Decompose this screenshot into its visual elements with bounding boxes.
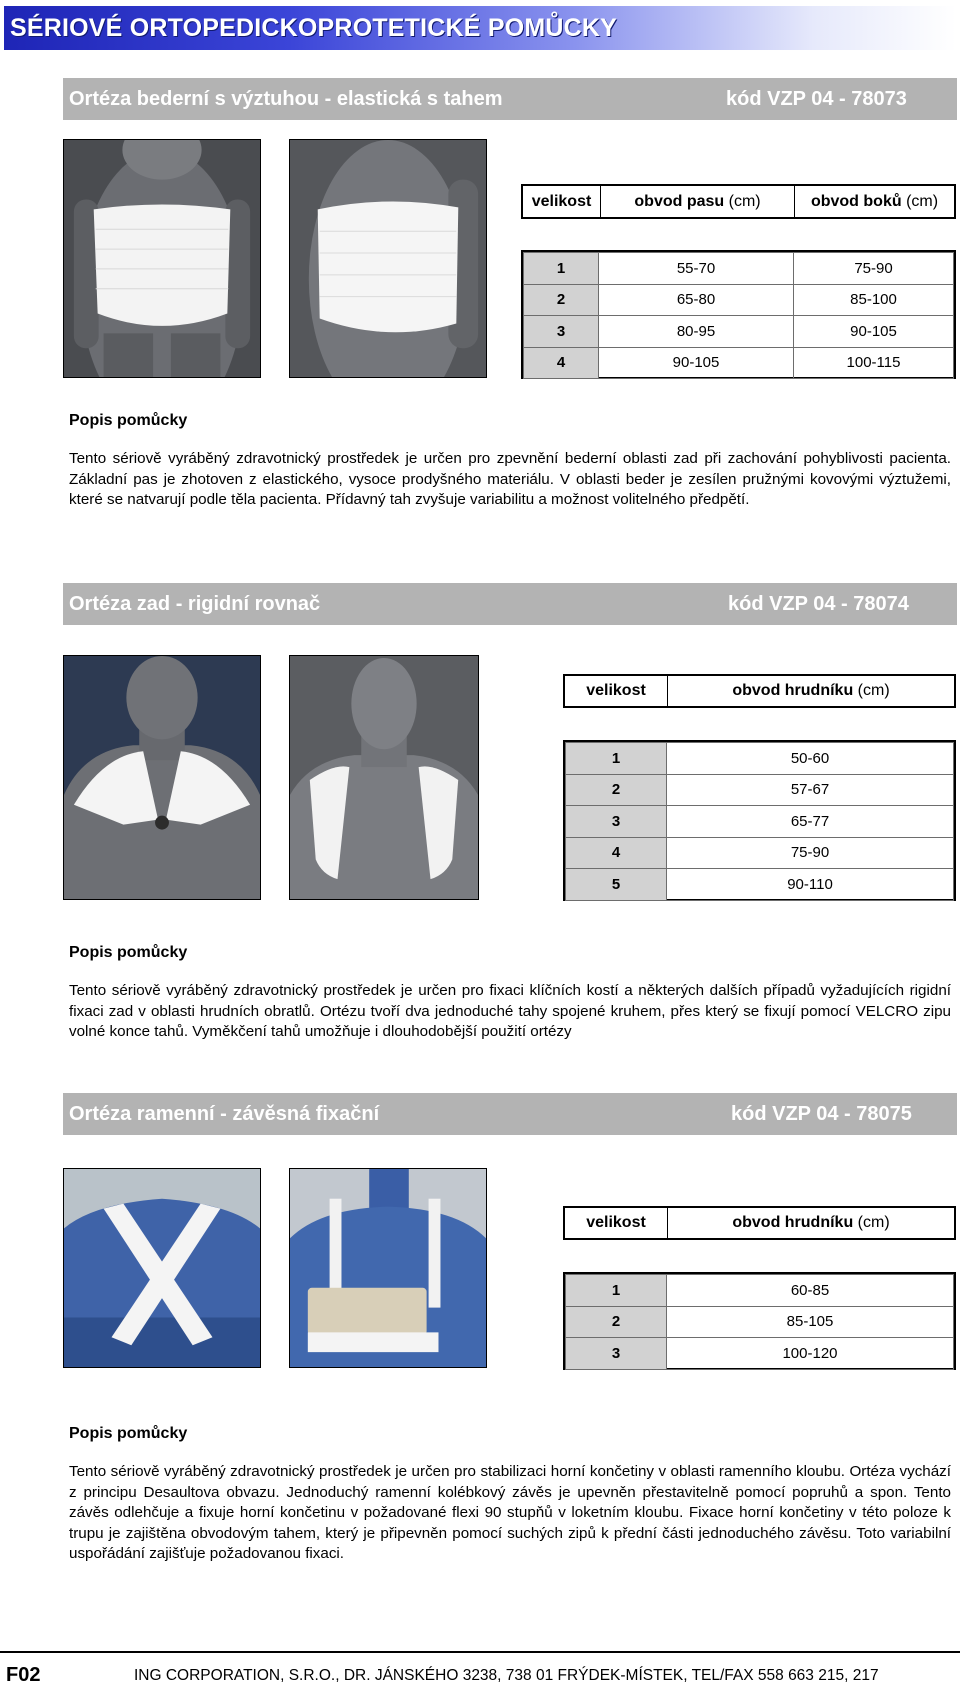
product-code: kód VZP 04 - 78074 <box>728 593 909 615</box>
size-table-header <box>563 674 956 708</box>
table-row: 4 90-105 100-115 <box>524 347 954 379</box>
col-obvod-hrudniku: obvod hrudníku (cm) <box>667 676 954 706</box>
product-name: Ortéza zad - rigidní rovnač <box>69 593 321 615</box>
table-row: 3 80-95 90-105 <box>524 316 954 348</box>
table-row: 2 65-80 85-100 <box>524 284 954 316</box>
product-photo-shoulder-rear <box>63 1168 261 1368</box>
product-photo-shoulder-front <box>289 1168 487 1368</box>
table-row: 1 55-70 75-90 <box>524 253 954 285</box>
product-header-78075 <box>63 1093 957 1135</box>
product-header-78074 <box>63 583 957 625</box>
page-code: F02 <box>6 1664 41 1686</box>
table-row: 1 50-60 <box>566 743 954 775</box>
size-table <box>565 742 954 901</box>
col-velikost: velikost <box>531 192 592 210</box>
table-row: 1 60-85 <box>566 1275 954 1307</box>
product-photo-lumbar-back <box>63 139 261 378</box>
col-velikost: velikost <box>586 1214 646 1231</box>
product-photo-back-brace-front <box>289 655 479 900</box>
table-row: 4 75-90 <box>566 837 954 869</box>
description-text: Tento sériově vyráběný zdravotnický prostředek je určen pro zpevnění bederní oblasti zad při zachování pohyblivosti pacienta. Základní pas je zhotoven z elastického, vysoce prodyšného materiálu. V oblasti beder je zesílen pružnými kovovými výztužemi, které se natvarují podle těla pacienta. Přídavný tah zvyšuje variabilitu a možnost volitelného předpětí. <box>69 450 951 508</box>
table-row: 5 90-110 <box>566 869 954 901</box>
size-table-header <box>521 184 956 219</box>
page-banner <box>4 6 956 50</box>
size-table-header <box>563 1206 956 1240</box>
page-title: SÉRIOVÉ ORTOPEDICKOPROTETICKÉ POMŮCKY <box>10 14 618 42</box>
product-code: kód VZP 04 - 78075 <box>731 1103 912 1125</box>
product-name: Ortéza bederní s výztuhou - elastická s tahem <box>69 88 503 110</box>
product-code: kód VZP 04 - 78073 <box>726 88 907 110</box>
product-photo-lumbar-side <box>289 139 487 378</box>
table-row: 2 57-67 <box>566 774 954 806</box>
table-row: 2 85-105 <box>566 1306 954 1338</box>
product-photo-back-brace-rear <box>63 655 261 900</box>
col-obvod-boku: obvod boků (cm) <box>794 186 954 217</box>
col-obvod-hrudniku: obvod hrudníku (cm) <box>667 1208 954 1238</box>
description-text: Tento sériově vyráběný zdravotnický prostředek je určen pro stabilizaci horní končetiny v oblasti ramenního kloubu. Ortéza vychází z principu Desaultova obvazu. Jednoduchý ramenní kolébkový závěs je upevněn přestavitelně pomocí popruhů a spon. Tento závěs odlehčuje a fixuje horní končetinu v požadované flexi 90 stupňů v loketním kloubu. Fixace horní končetiny v této poloze k trupu je zajištěna obvodovým tahem, který je připevněn pomocí suchých zipů k přední části jednoduchého závěsu. Toto variabilní uspořádání zajišťuje požadovanou fixaci. <box>69 1463 951 1562</box>
table-row: 3 65-77 <box>566 806 954 838</box>
size-table <box>523 252 954 379</box>
footer-divider <box>0 1651 960 1653</box>
col-obvod-pasu: obvod pasu (cm) <box>600 186 794 217</box>
product-name: Ortéza ramenní - závěsná fixační <box>69 1103 380 1125</box>
col-velikost: velikost <box>586 682 646 699</box>
footer-address: ING CORPORATION, S.R.O., DR. JÁNSKÉHO 3238, 738 01 FRÝDEK-MÍSTEK, TEL/FAX 558 663 215, 217 <box>134 1667 879 1684</box>
product-header-78073 <box>63 78 957 120</box>
table-row: 3 100-120 <box>566 1338 954 1370</box>
description-title: Popis pomůcky <box>69 412 188 429</box>
size-table <box>565 1274 954 1370</box>
description-title: Popis pomůcky <box>69 1425 188 1442</box>
description-text: Tento sériově vyráběný zdravotnický prostředek je určen pro fixaci klíčních kostí a některých dalších případů vyžadujících rigidní fixaci zad v oblasti hrudních obratlů. Ortézu tvoří dva jednoduché tahy spojené kruhem, přes který se fixují pomocí VELCRO zipu volné konce tahů. Vyměkčení tahů umožňuje i dlouhodobější použití ortézy <box>69 982 951 1040</box>
description-title: Popis pomůcky <box>69 944 188 961</box>
